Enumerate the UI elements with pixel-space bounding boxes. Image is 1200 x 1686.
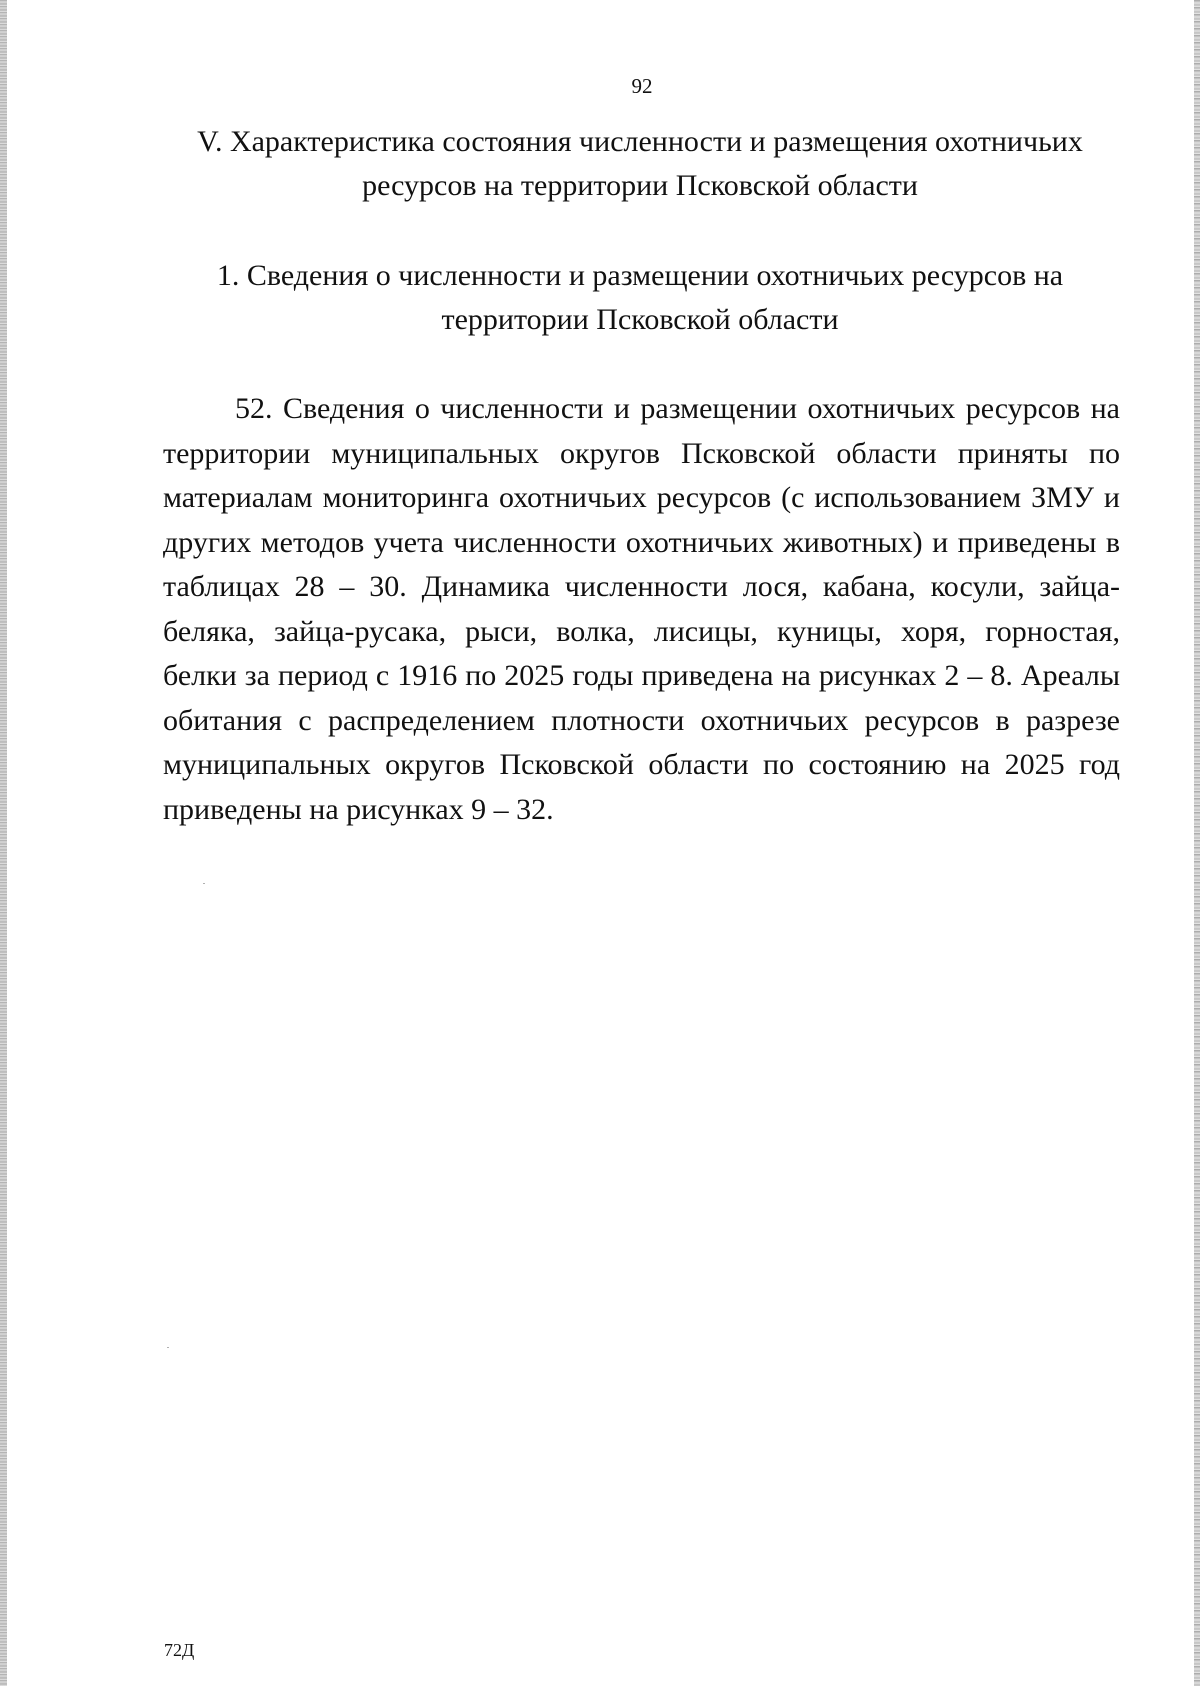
scan-edge-right [1194,0,1200,1686]
footer-code: 72Д [164,1640,195,1660]
page-number: 92 [631,74,653,98]
section-title: V. Характеристика состояния численности и размещения охотничьих ресурсов на территории Псковской области [197,125,1083,202]
subsection-title: 1. Сведения о численности и размещении охотничьих ресурсов на территории Псковской области [216,259,1064,336]
body-paragraph: 52. Сведения о численности и размещении охотничьих ресурсов на территории муниципальных округов Псковской области приняты по материалам мониторинга охотничьих ресурсов (с использованием ЗМУ и других методов учета численности охотничьих животных) и приведены в таблицах 28 – 30. Динамика численности лося, кабана, косули, зайца-беляка, зайца-русака, рыси, волка, лисицы, куницы, хоря, горностая, белки за период с 1916 по 2025 годы приведена на рисунках 2 – 8. Ареалы обитания с распределением плотности охотничьих ресурсов в разрезе муниципальных округов Псковской области по состоянию на 2025 год приведены на рисунках 9 – 32. [163,392,1120,826]
scan-speck [203,883,205,884]
scan-edge-left [0,0,7,1686]
scan-speck [167,1347,169,1348]
